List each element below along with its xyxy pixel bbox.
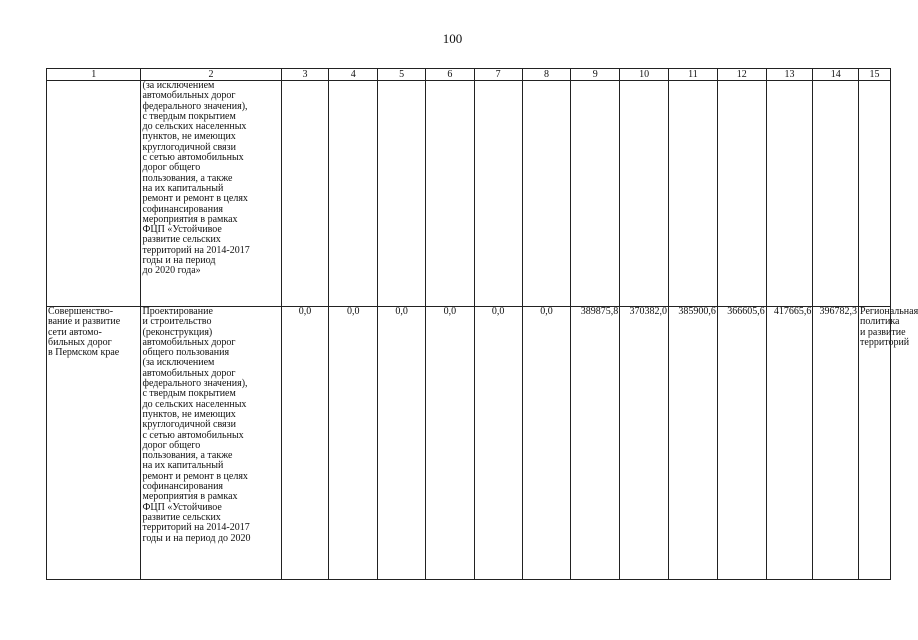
page-number: 100 xyxy=(442,31,463,46)
value-cell: 0,0 xyxy=(522,307,571,580)
column-header: 1 xyxy=(47,69,141,81)
value-cell xyxy=(474,81,522,307)
value-cell xyxy=(522,81,571,307)
value-cell: 366605,6 xyxy=(717,307,766,580)
column-header: 2 xyxy=(141,69,281,81)
column-header: 6 xyxy=(425,69,474,81)
column-header: 9 xyxy=(571,69,620,81)
measure-cell: (за исключением автомобильных дорог федерального значения), с твердым покрытием до сельских населенных пунктов, не имеющих круглогодичной связи с сетью автомобильных дорог общего пользования, а также на их капитальный ремонт и ремонт в целях софинансирования мероприятия в рамках ФЦП «Устойчивое развитие сельских территорий на 2014-2017 годы и на период до 2020 года» xyxy=(141,81,281,307)
value-cell xyxy=(813,81,859,307)
column-header: 7 xyxy=(474,69,522,81)
value-cell xyxy=(620,81,669,307)
value-cell: 0,0 xyxy=(474,307,522,580)
table-row xyxy=(47,307,891,580)
value-cell: 389875,8 xyxy=(571,307,620,580)
column-header: 11 xyxy=(669,69,718,81)
value-cell: 0,0 xyxy=(281,307,329,580)
table-row xyxy=(47,81,891,307)
value-cell xyxy=(425,81,474,307)
column-header: 5 xyxy=(378,69,426,81)
executor-cell: Региональная политика и развитие территорий xyxy=(859,307,891,580)
measure-cell: Проектирование и строительство (реконструкция) автомобильных дорог общего пользования (за исключением автомобильных дорог федерального значения), с твердым покрытием до сельских населенных пунктов, не имеющих круглогодичной связи с сетью автомобильных дорог общего пользования, а также на их капитальный ремонт и ремонт в целях софинансирования мероприятия в рамках ФЦП «Устойчивое развитие сельских территорий на 2014-2017 годы и на период до 2020 xyxy=(141,307,281,580)
value-cell: 385900,6 xyxy=(669,307,718,580)
value-cell: 0,0 xyxy=(425,307,474,580)
program-cell: Совершенство- вание и развитие сети автомо- бильных дорог в Пермском крае xyxy=(47,307,141,580)
column-header: 8 xyxy=(522,69,571,81)
value-cell xyxy=(329,81,378,307)
column-header: 10 xyxy=(620,69,669,81)
column-header: 3 xyxy=(281,69,329,81)
program-cell xyxy=(47,81,141,307)
budget-table xyxy=(46,68,918,580)
value-cell: 417665,6 xyxy=(766,307,813,580)
executor-cell xyxy=(859,81,891,307)
header-row xyxy=(47,69,891,81)
value-cell xyxy=(378,81,426,307)
column-header: 14 xyxy=(813,69,859,81)
value-cell: 396782,3 xyxy=(813,307,859,580)
value-cell xyxy=(766,81,813,307)
column-header: 13 xyxy=(766,69,813,81)
column-header: 15 xyxy=(859,69,891,81)
value-cell xyxy=(717,81,766,307)
value-cell: 370382,0 xyxy=(620,307,669,580)
value-cell xyxy=(669,81,718,307)
column-header: 12 xyxy=(717,69,766,81)
column-header: 4 xyxy=(329,69,378,81)
value-cell xyxy=(571,81,620,307)
value-cell: 0,0 xyxy=(378,307,426,580)
value-cell xyxy=(281,81,329,307)
value-cell: 0,0 xyxy=(329,307,378,580)
